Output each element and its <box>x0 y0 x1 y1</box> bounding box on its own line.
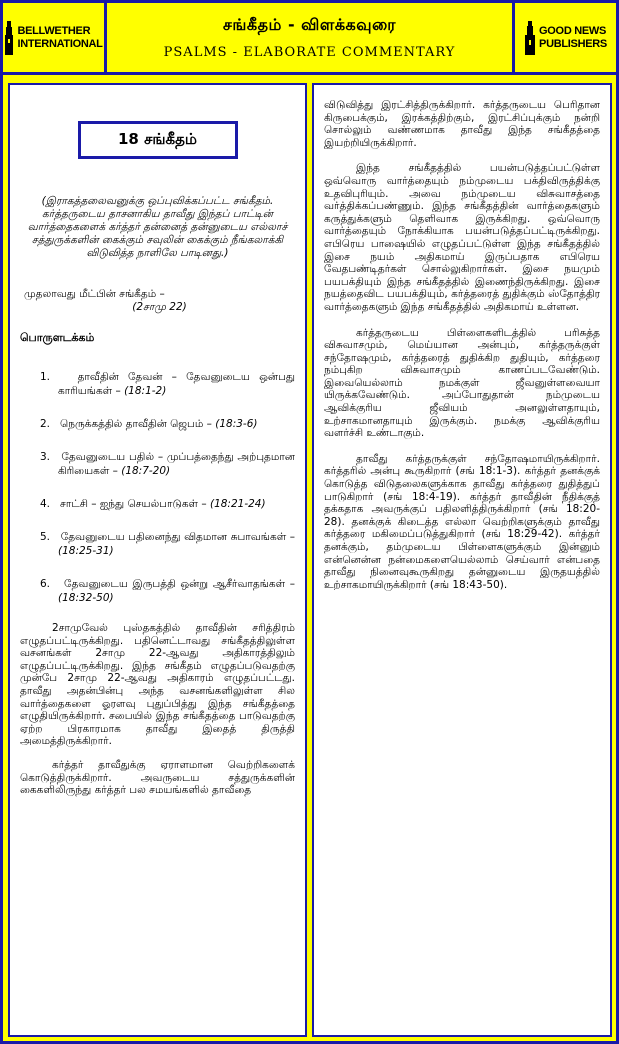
psalm-title: 18 சங்கீதம் <box>78 121 238 159</box>
tower-icon <box>4 21 14 55</box>
toc-item: 4. சாட்சி – ஐந்து செயல்பாடுகள் – (18:21-24) <box>40 498 266 510</box>
bellwether-logo <box>3 3 107 72</box>
paragraph: 2சாமுவேல் புஸ்தகத்தில் தாவீதின் சரித்திரம் எழுதப்பட்டிருக்கிறது. பதினெட்டாவது சங்கீதத்திலுள்ள வசனங்கள் 2சாமு 22-ஆவது அதிகாரத்திலும் எழுதப்பட்டிருக்கிறது. இந்த சங்கீதம் எழுதப்படுவதற்கு முன்பே 2சாமு 22-ஆவது அதிகாரம் எழுதப்பட்டது. தாவீது அதன்பின்பு அந்த வசனங்களிலுள்ள சில வார்த்தைகளை ஓரளவு புதுப்பித்து இந்த சங்கீதத்தை எழுதியிருக்கிறார். சபையில் இந்த சங்கீதத்தை பாடுவதற்கு ஏற்ற பிரகாரமாக தாவீது இதைத் திருத்தி அமைத்திருக்கிறார். <box>20 622 295 748</box>
paragraph: தாவீது கர்த்தருக்குள் சந்தோஷமாயிருக்கிறார். கர்த்தரில் அன்பு கூருகிறார் (சங் 18:1-3). கர்த்தர் தனக்குக் கொடுத்த விடுதலைகளுக்காக தாவீது கர்த்தரை துதித்துப் பாடுகிறார் (சங் 18:4-19). கர்த்தர் தாவீதின் நீதிக்குத் தக்கதாக அவருக்குப் பதிலளித்திருக்கிறார் (சங் 18:20-28). தனக்குக் கிடைத்த எல்லா வெற்றிகளுக்கும் தாவீது கர்த்தரை மகிமைப்படுத்துகிறார் (சங் 18:29-42). கர்த்தர் தனக்கும், தம்முடைய பிள்ளைகளுக்கும் இன்னும் என்னென்ன நன்மைகளையெல்லாம் செய்வார் என்பதை தாவீது நினைவுகூருகிறது தன்னுடைய இருதயத்தில் உற்சாகமாயிருக்கிறார் (சங் 18:43-50). <box>324 452 600 591</box>
left-logo-line2: INTERNATIONAL <box>17 37 103 50</box>
psalm-intro: (இராகத்தலைவனுக்கு ஒப்புவிக்கப்பட்ட சங்கீதம். கர்த்தருடைய தாசனாகிய தாவீது இந்தப் பாட்டின் வார்த்தைகளைக் கர்த்தர் தன்னைத் தன்னுடைய எல்லாச் சத்துருக்களின் கைக்கும் சவுலின் கைக்கும் நீங்கலாக்கி விடுவித்த நாளிலே பாடினது.) <box>27 195 288 259</box>
first-salvation-psalm <box>20 288 295 314</box>
paragraph: கர்த்தர் தாவீதுக்கு ஏராளமான வெற்றிகளைக் கொடுத்திருக்கிறார். அவருடைய சத்துருக்களின் கைகளிலிருந்து கர்த்தர் பல சமயங்களில் தாவீதை <box>20 758 295 797</box>
first-ref: (2சாமு 22) <box>132 301 187 313</box>
first-line: முதலாவது மீட்பின் சங்கீதம் – <box>24 288 165 300</box>
tower-icon <box>524 21 536 55</box>
table-of-contents <box>20 370 295 605</box>
left-column <box>8 83 307 1037</box>
toc-item: 1. தாவீதின் தேவன் – தேவனுடைய ஒன்பது காரியங்கள் – (18:1-2) <box>40 371 295 397</box>
left-logo-line1: BELLWETHER <box>17 24 91 37</box>
good-news-logo <box>512 3 616 72</box>
paragraph: கர்த்தருடைய பிள்ளைகளிடத்தில் பரிசுத்த விசுவாசமும், மெய்யான அன்பும், கர்த்தருக்குள் சந்தோஷமும், கர்த்தரைத் துதிக்கிற துதியும், கர்த்தரை நம்புகிற விசுவாசமும் காணப்படவேண்டும். இவையெல்லாம் நமக்குள் ஜீவனுள்ளவையா யிருக்கவேண்டும். அப்போதுதான் நம்முடைய ஆவிக்குரிய ஜீவியம் அனலுள்ளதாயும், உற்சாகமானதாயும் இருக்கும். நமக்கு ஆவிக்குரிய வளர்ச்சி உண்டாகும். <box>324 326 600 440</box>
right-column <box>312 83 612 1037</box>
toc-item: 6. தேவனுடைய இருபத்தி ஒன்று ஆசீர்வாதங்கள் – (18:32-50) <box>40 578 295 604</box>
toc-heading: பொருளடக்கம் <box>20 331 95 344</box>
header <box>3 3 616 75</box>
right-logo-line1: GOOD NEWS <box>539 24 607 37</box>
title-tamil: சங்கீதம் - விளக்கவுரை <box>222 15 396 34</box>
paragraph: விடுவித்து இரட்சித்திருக்கிறார். கர்த்தருடைய பெரிதான கிருபைக்கும், இரக்கத்திற்கும், இரட்சிப்புக்கும் நன்றி சொல்லும் வண்ணமாக தாவீது இந்த சங்கீதத்தை இயற்றியிருக்கிறார். <box>324 99 600 149</box>
right-logo-line2: PUBLISHERS <box>539 37 607 50</box>
toc-item: 5. தேவனுடைய பதினைந்து விதமான சுபாவங்கள் – (18:25-31) <box>40 531 295 557</box>
paragraph: இந்த சங்கீதத்தில் பயன்படுத்தப்பட்டுள்ள ஒவ்வொரு வார்த்தையும் நம்முடைய பக்திவிருத்திக்கு உதவிபுரியும். அவை நம்முடைய விசுவாசத்தை வர்த்திக்கப்பண்ணும். இந்த சங்கீதத்தின் வார்த்தைகளும் கருத்துக்களும் தெளிவாக இருக்கிறது. ஒவ்வொரு வார்த்தையும் நோக்கியாக பயன்படுத்தப்பட்டிருக்கிறது. எபிரெய பாஷையில் எழுதப்பட்டுள்ள இந்த சங்கீதத்தில் இசை நயம் அதிகமாய் இருப்பதாக எபிரெய வேதபண்டிதர்கள் சொல்லுகிறார்கள். இசை நயமும் பயபக்தியும் இந்த சங்கீதத்தில் இணைந்திருக்கிறது. இசை நயத்தைவிட பயபக்தியும், கர்த்தரைத் துதிக்கும் ஸ்தோத்திர வார்த்தைகளும் இந்த சங்கீதத்தில் அதிகமாய் உள்ளன. <box>324 162 600 313</box>
title-english: PSALMS - ELABORATE COMMENTARY <box>163 45 456 60</box>
header-title <box>107 3 512 72</box>
toc-item: 3. தேவனுடைய பதில் – முப்பத்தைந்து அற்புதமான கிரியைகள் – (18:7-20) <box>40 451 295 477</box>
toc-item: 2. நெருக்கத்தில் தாவீதின் ஜெபம் – (18:3-6) <box>40 418 258 430</box>
